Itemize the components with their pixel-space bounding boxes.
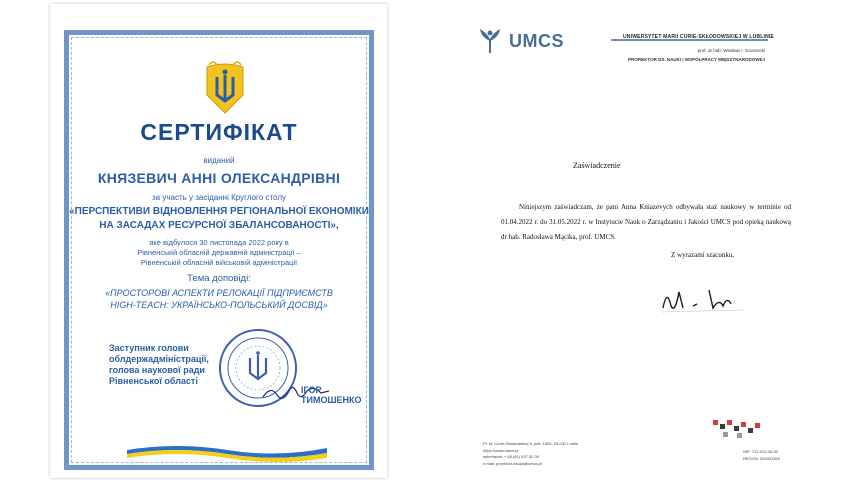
certificate-sheet — [50, 4, 387, 478]
qr-code-icon — [713, 420, 763, 440]
event-title — [69, 205, 369, 233]
event-detail-line: Рівненській обласній державній адміністрації – — [137, 248, 301, 257]
signer-name: ІГОР ТИМОШЕНКО — [301, 385, 362, 405]
footer-regon: REGON: 000001353 — [743, 455, 780, 461]
event-title-line: «ПЕРСПЕКТИВИ ВІДНОВЛЕННЯ РЕГІОНАЛЬНОЇ ЕКОНОМІКИ — [69, 206, 369, 217]
umcs-logo-text: UMCS — [509, 31, 564, 51]
topic-label: Тема доповіді: — [187, 273, 251, 284]
letter-signature-icon — [653, 278, 753, 318]
trident-emblem-icon — [203, 61, 247, 117]
prorector-role: PROREKTOR DS. NAUKI I WSPÓŁPRACY MIĘDZYNARODOWEJ — [628, 57, 765, 62]
certificate-title: СЕРТИФІКАТ — [140, 119, 298, 145]
letter-closing: Z wyrazami szacunku, — [671, 251, 735, 259]
footer-contact — [483, 441, 578, 467]
umcs-letter — [453, 0, 853, 480]
footer-phone: sekretariat: + 48 (81) 537 52 05 — [483, 454, 539, 459]
letter-body: Niniejszym zaświadczam, że pani Anna Kniazevych odbywała staż naukowy w terminie od 01.04.2022 r. do 31.05.2022 r. w Instytucie Nauk o Zarządzaniu i Jakości UMCS pod opieką naukową dr hab. Radosława Mącika, prof. UMCS. — [501, 203, 791, 241]
footer-nip: NIP: 712-010-36-92 — [743, 449, 779, 454]
topic-line: HIGH-TEACH: УКРАЇНСЬКО-ПОЛЬСЬКИЙ ДОСВІД» — [110, 300, 328, 310]
signer-line: голова наукової ради — [109, 365, 205, 375]
recipient-name: КНЯЗЕВИЧ АННІ ОЛЕКСАНДРІВНІ — [97, 170, 341, 186]
topic-title — [69, 287, 369, 311]
signer-title — [109, 343, 209, 387]
footer-web: https://www.umcs.pl — [483, 447, 519, 453]
signer-line: облдержадміністрації, — [109, 354, 209, 364]
umcs-logo-icon — [477, 27, 503, 55]
event-detail-line: яке відбулося 30 листопада 2022 року в — [149, 238, 289, 247]
issued-label: виданий — [203, 156, 235, 165]
event-title-line: НА ЗАСАДАХ РЕСУРСНОЇ ЗБАЛАНСОВАНОСТІ», — [99, 220, 339, 231]
event-details — [69, 238, 369, 268]
footer-email: e-mail: prorektor.nauka@umcs.pl — [483, 460, 542, 466]
signer-line: Рівненської області — [109, 376, 198, 386]
footer-registry — [743, 449, 780, 462]
topic-line: «ПРОСТОРОВІ АСПЕКТИ РЕЛОКАЦІЇ ПІДПРИЄМСТВ — [105, 288, 333, 298]
letter-heading: Zaświadczenie — [573, 161, 621, 170]
event-detail-line: Рівненській обласній військовій адміністрації — [140, 258, 298, 267]
participation-text: за участь у засіданні Круглого столу — [152, 193, 286, 202]
footer-address: Pl. M. Curie-Skłodowskiej 5, pok. 1505, 20-031 Lublin — [483, 441, 578, 446]
certificate-border — [64, 30, 374, 470]
university-name: UNIWERSYTET MARII CURIE-SKŁODOWSKIEJ W LUBLINIE — [623, 34, 775, 40]
flag-ribbon-icon — [127, 440, 327, 464]
signer-line: Заступник голови — [109, 343, 189, 353]
prorector-name: prof. dr hab. Wiesław I. Gruszecki — [697, 48, 765, 53]
